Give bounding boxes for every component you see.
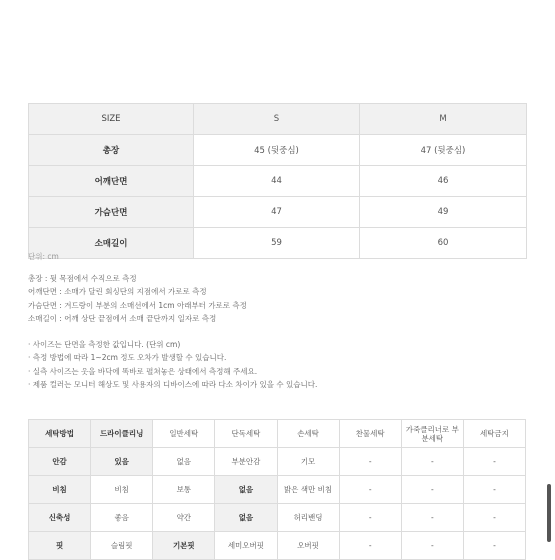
size-header-m: M — [360, 104, 527, 135]
care-cell: 가죽클리너로 부분세탁 — [401, 420, 463, 448]
care-cell: 세탁금지 — [463, 420, 525, 448]
size-cell: 46 — [360, 166, 527, 197]
care-table-row — [29, 476, 526, 504]
care-table-row — [29, 532, 526, 560]
care-table — [28, 419, 526, 560]
note-line: 소매길이 : 어깨 상단 끝점에서 소매 끝단까지 일자로 측정 — [28, 313, 217, 323]
care-cell-selected: 없음 — [215, 504, 277, 532]
care-row-label: 세탁방법 — [29, 420, 91, 448]
care-table-row — [29, 448, 526, 476]
care-cell-selected: 기본핏 — [153, 532, 215, 560]
care-cell: 밝은 색만 비침 — [277, 476, 339, 504]
care-cell: 비침 — [91, 476, 153, 504]
bullet-line: · 실측 사이즈는 옷을 바닥에 똑바로 펼쳐놓은 상태에서 측정해 주세요. — [28, 366, 258, 376]
care-cell-selected: 없음 — [215, 476, 277, 504]
size-cell: 49 — [360, 197, 527, 228]
care-cell-selected: 있음 — [91, 448, 153, 476]
care-cell-selected: 드라이클리닝 — [91, 420, 153, 448]
care-table-row — [29, 420, 526, 448]
care-cell: - — [401, 504, 463, 532]
size-row-label: 가슴단면 — [29, 197, 194, 228]
care-cell: - — [463, 532, 525, 560]
size-row-chest — [29, 197, 527, 228]
bullet-line: · 사이즈는 단면을 측정한 값입니다. (단위 cm) — [28, 340, 181, 349]
care-cell: - — [463, 476, 525, 504]
care-cell: 없음 — [153, 448, 215, 476]
note-line: 총장 : 뒷 목점에서 수직으로 측정 — [28, 274, 137, 283]
care-cell: 슬림핏 — [91, 532, 153, 560]
care-row-label: 핏 — [29, 532, 91, 560]
care-cell: 일반세탁 — [153, 420, 215, 448]
care-cell: 세미오버핏 — [215, 532, 277, 560]
size-row-label: 어깨단면 — [29, 166, 194, 197]
care-cell: 오버핏 — [277, 532, 339, 560]
care-cell: - — [339, 476, 401, 504]
care-cell: - — [401, 532, 463, 560]
care-cell: - — [463, 504, 525, 532]
care-cell: 약간 — [153, 504, 215, 532]
size-cell: 59 — [194, 228, 360, 259]
care-cell: - — [463, 448, 525, 476]
size-row-length — [29, 135, 527, 166]
care-cell: 찬물세탁 — [339, 420, 401, 448]
unit-note: 단위: cm — [28, 252, 59, 261]
note-line: 가슴단면 : 겨드랑이 부분의 소매선에서 1cm 아래부터 가로로 측정 — [28, 300, 247, 310]
measurement-notes — [28, 272, 247, 325]
care-cell: - — [401, 476, 463, 504]
bullet-line: · 제품 컬러는 모니터 해상도 및 사용자의 디바이스에 따라 다소 차이가 있을 수 있습니다. — [28, 379, 318, 389]
size-cell: 44 — [194, 166, 360, 197]
care-cell: - — [339, 504, 401, 532]
size-cell: 47 (뒷중심) — [360, 135, 527, 166]
bullet-line: · 측정 방법에 따라 1~2cm 정도 오차가 발생할 수 있습니다. — [28, 353, 227, 363]
care-cell: 기모 — [277, 448, 339, 476]
note-line: 어깨단면 : 소매가 달린 회싱단의 지점에서 가로로 측정 — [28, 287, 207, 297]
care-cell: - — [339, 448, 401, 476]
care-cell: 좋음 — [91, 504, 153, 532]
size-cell: 60 — [360, 228, 527, 259]
size-row-shoulder — [29, 166, 527, 197]
care-table-row — [29, 504, 526, 532]
care-row-label: 비침 — [29, 476, 91, 504]
care-cell: - — [339, 532, 401, 560]
care-cell: 허리밴딩 — [277, 504, 339, 532]
care-cell: 단독세탁 — [215, 420, 277, 448]
size-header-label: SIZE — [29, 104, 194, 135]
care-cell: 손세탁 — [277, 420, 339, 448]
care-row-label: 안감 — [29, 448, 91, 476]
care-cell: - — [401, 448, 463, 476]
size-row-label: 소매길이 — [29, 228, 194, 259]
care-cell: 보통 — [153, 476, 215, 504]
size-guide-bullets — [28, 338, 317, 391]
scrollbar-thumb[interactable] — [547, 484, 551, 542]
size-header-s: S — [194, 104, 360, 135]
size-cell: 47 — [194, 197, 360, 228]
size-table-header-row — [29, 104, 527, 135]
size-table — [28, 103, 527, 259]
size-row-label: 총장 — [29, 135, 194, 166]
care-cell: 부분안감 — [215, 448, 277, 476]
size-row-sleeve — [29, 228, 527, 259]
size-cell: 45 (뒷중심) — [194, 135, 360, 166]
care-row-label: 신축성 — [29, 504, 91, 532]
